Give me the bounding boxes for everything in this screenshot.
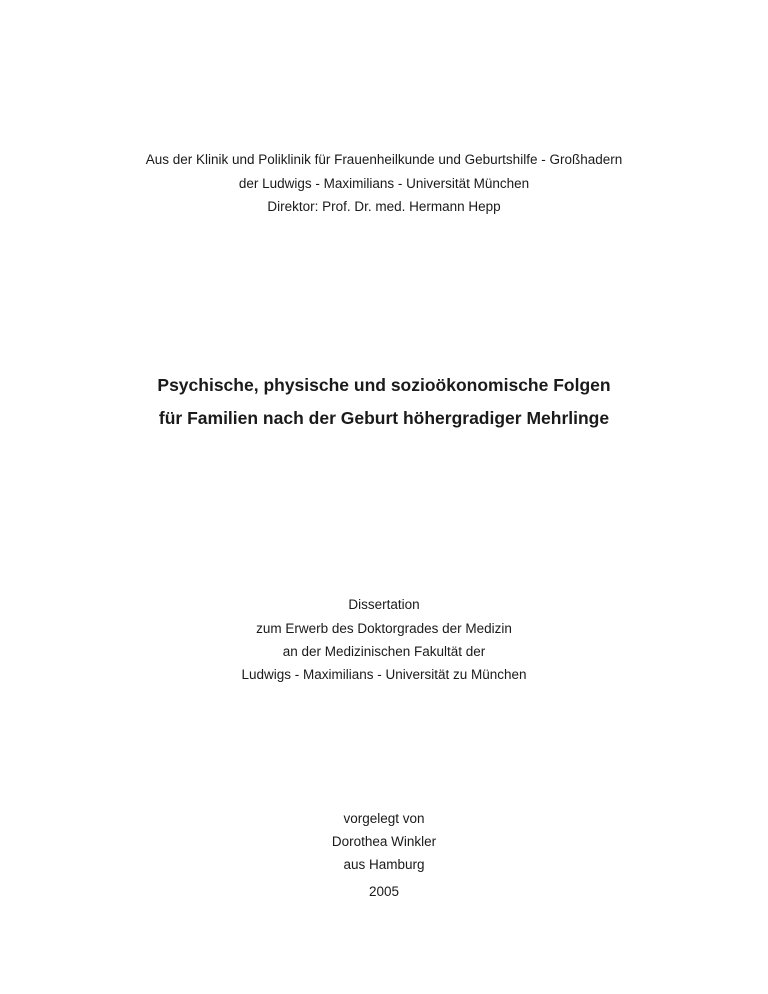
title-line-1: Psychische, physische und sozioökonomische Folgen [157,375,611,395]
dissertation-label: Dissertation [348,597,420,612]
author-origin: aus Hamburg [343,857,425,872]
dissertation-university: Ludwigs - Maximilians - Universität zu München [241,667,527,682]
dissertation-purpose: zum Erwerb des Doktorgrades der Medizin [256,621,512,636]
institution-line-1: Aus der Klinik und Poliklinik für Frauenheilkunde und Geburtshilfe - Großhadern [145,152,623,167]
author-name: Dorothea Winkler [331,834,437,849]
publication-year: 2005 [368,884,400,899]
dissertation-faculty: an der Medizinischen Fakultät der [282,644,486,659]
title-line-2: für Familien nach der Geburt höhergradiger Mehrlinge [158,408,610,428]
submitted-by-label: vorgelegt von [343,811,425,826]
institution-line-2: der Ludwigs - Maximilians - Universität München [238,176,530,191]
institution-director: Direktor: Prof. Dr. med. Hermann Hepp [267,199,501,214]
